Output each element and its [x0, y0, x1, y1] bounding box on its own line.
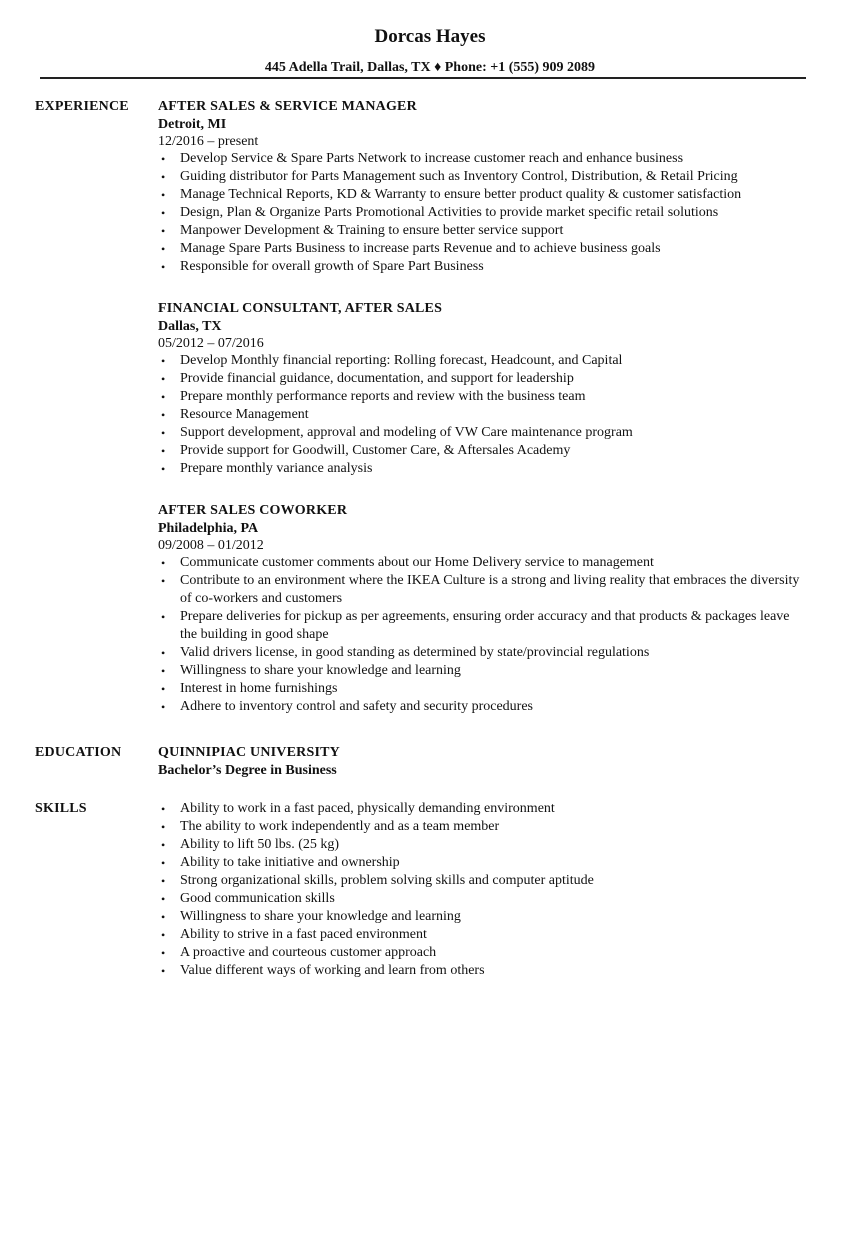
- job-bullet: • Valid drivers license, in good standing as determined by state/provincial regulations: [158, 644, 808, 662]
- job-bullet: • Willingness to share your knowledge and learning: [158, 662, 808, 680]
- job-bullet: • Develop Monthly financial reporting: Rolling forecast, Headcount, and Capital: [158, 352, 808, 370]
- job-bullet: • Manage Spare Parts Business to increase parts Revenue and to achieve business goals: [158, 240, 808, 258]
- job-bullet: • Guiding distributor for Parts Management such as Inventory Control, Distribution, & Retail Pricing: [158, 168, 808, 186]
- job-bullet: • Contribute to an environment where the IKEA Culture is a strong and living reality that embraces the diversity of co-workers and customers: [158, 572, 808, 608]
- job-bullet: • Resource Management: [158, 406, 808, 424]
- job-bullets: [158, 150, 808, 276]
- skill-item: • Ability to lift 50 lbs. (25 kg): [158, 836, 808, 854]
- skill-item: • Value different ways of working and learn from others: [158, 962, 808, 980]
- resume-header: [0, 0, 860, 77]
- skill-item: • The ability to work independently and as a team member: [158, 818, 808, 836]
- skill-item: • Strong organizational skills, problem solving skills and computer aptitude: [158, 872, 808, 890]
- job-bullet: • Adhere to inventory control and safety and security procedures: [158, 698, 808, 716]
- school-name: QUINNIPIAC UNIVERSITY: [158, 745, 340, 760]
- job-dates: 12/2016 – present: [158, 134, 259, 149]
- job-bullet: • Manage Technical Reports, KD & Warranty to ensure better product quality & customer satisfaction: [158, 186, 808, 204]
- job-title: AFTER SALES COWORKER: [158, 503, 348, 518]
- job-bullet: • Support development, approval and modeling of VW Care maintenance program: [158, 424, 808, 442]
- section-label-experience: EXPERIENCE: [35, 99, 129, 114]
- skill-item: • Ability to strive in a fast paced environment: [158, 926, 808, 944]
- job-bullet: • Manpower Development & Training to ensure better service support: [158, 222, 808, 240]
- job-title: FINANCIAL CONSULTANT, AFTER SALES: [158, 301, 443, 316]
- skill-item: • Ability to take initiative and ownership: [158, 854, 808, 872]
- job-bullet: • Design, Plan & Organize Parts Promotional Activities to provide market specific retail solutions: [158, 204, 808, 222]
- job-dates: 09/2008 – 01/2012: [158, 538, 264, 553]
- header-divider: [40, 77, 806, 79]
- job-bullet: • Communicate customer comments about our Home Delivery service to management: [158, 554, 808, 572]
- job-entry: [158, 300, 808, 478]
- skill-item: • Good communication skills: [158, 890, 808, 908]
- job-bullet: • Provide financial guidance, documentation, and support for leadership: [158, 370, 808, 388]
- contact-line: 445 Adella Trail, Dallas, TX ♦ Phone: +1 (555) 909 2089: [264, 60, 596, 75]
- job-bullet: • Responsible for overall growth of Spare Part Business: [158, 258, 808, 276]
- job-bullet: • Interest in home furnishings: [158, 680, 808, 698]
- job-bullets: [158, 554, 808, 716]
- job-entry: [158, 502, 808, 716]
- job-bullets: [158, 352, 808, 478]
- job-location: Philadelphia, PA: [158, 521, 259, 536]
- candidate-name: Dorcas Hayes: [374, 26, 486, 47]
- job-dates: 05/2012 – 07/2016: [158, 336, 264, 351]
- job-entry: [158, 98, 808, 276]
- education-body: [158, 744, 808, 780]
- job-location: Dallas, TX: [158, 319, 222, 334]
- job-bullet: • Prepare monthly variance analysis: [158, 460, 808, 478]
- job-bullet: • Develop Service & Spare Parts Network to increase customer reach and enhance business: [158, 150, 808, 168]
- skill-item: • Ability to work in a fast paced, physically demanding environment: [158, 800, 808, 818]
- experience-body: [158, 98, 808, 716]
- job-title: AFTER SALES & SERVICE MANAGER: [158, 99, 417, 114]
- skill-item: • A proactive and courteous customer approach: [158, 944, 808, 962]
- job-bullet: • Prepare deliveries for pickup as per agreements, ensuring order accuracy and that products & packages leave the building in good shape: [158, 608, 808, 644]
- job-bullet: • Prepare monthly performance reports and review with the business team: [158, 388, 808, 406]
- section-label-skills: SKILLS: [35, 801, 87, 816]
- skills-body: [158, 800, 808, 980]
- job-location: Detroit, MI: [158, 117, 227, 132]
- degree: Bachelor’s Degree in Business: [158, 763, 337, 778]
- skill-item: • Willingness to share your knowledge and learning: [158, 908, 808, 926]
- skills-list: [158, 800, 808, 980]
- job-bullet: • Provide support for Goodwill, Customer Care, & Aftersales Academy: [158, 442, 808, 460]
- section-label-education: EDUCATION: [35, 745, 122, 760]
